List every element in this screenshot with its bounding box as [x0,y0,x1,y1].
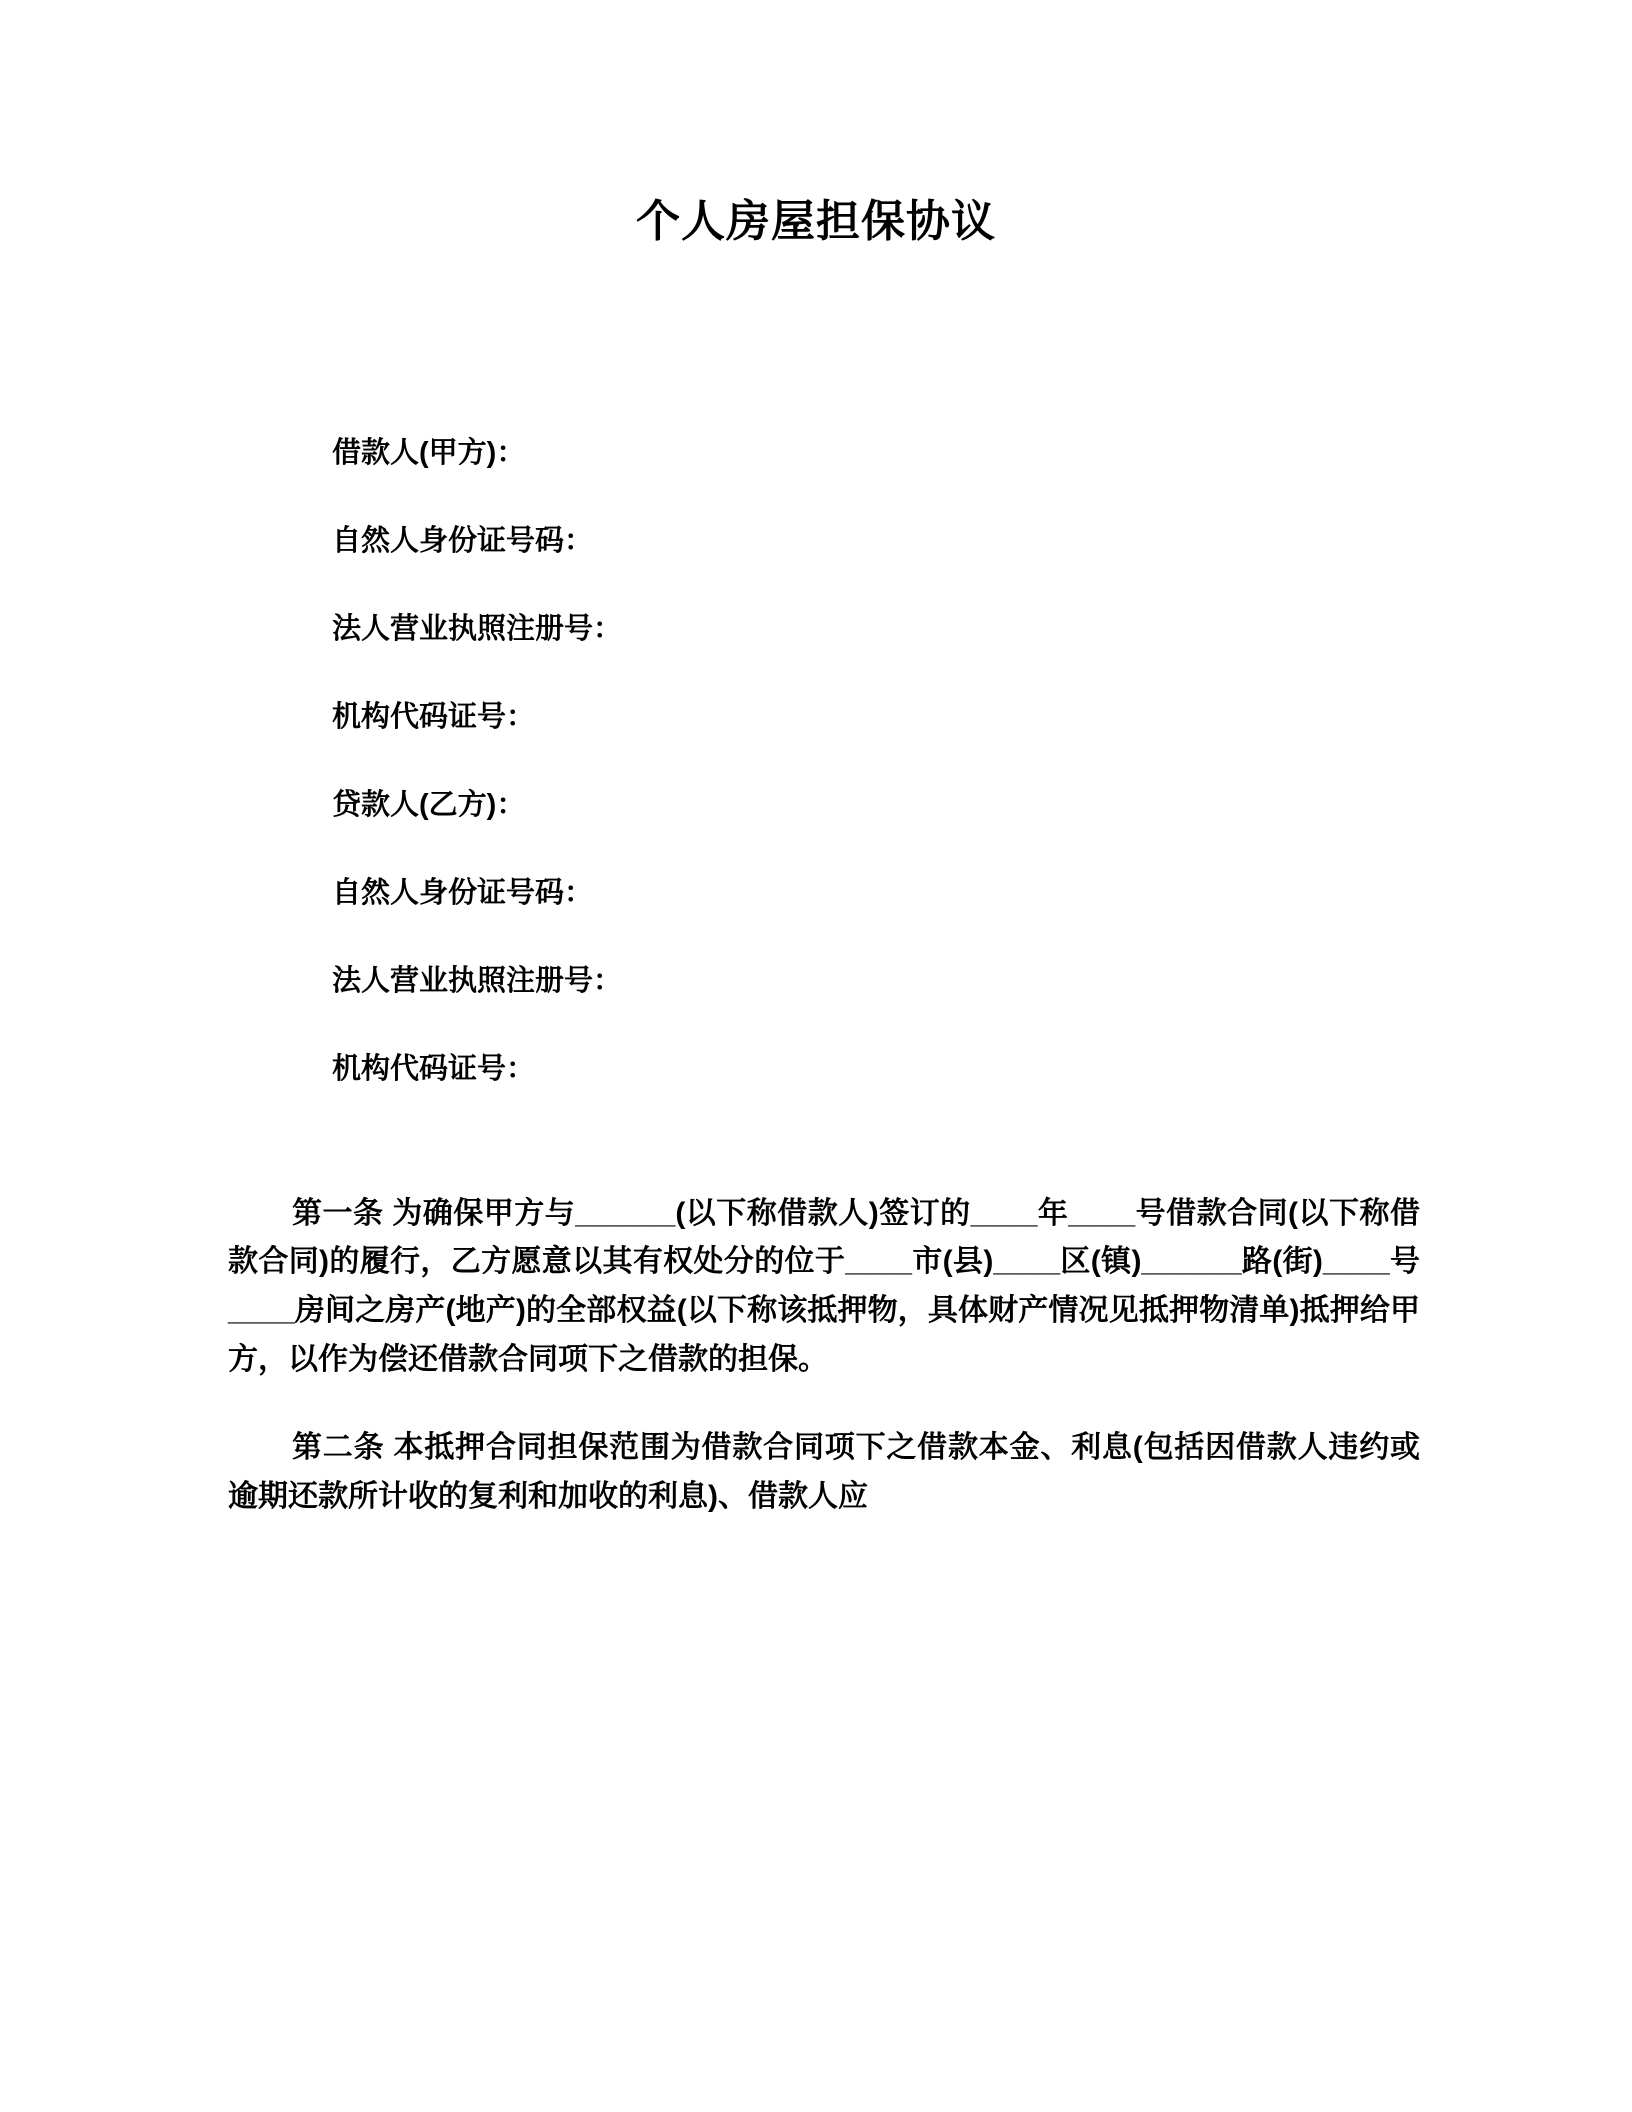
clause-article-1: 第一条 为确保甲方与______(以下称借款人)签订的____年____号借款合同(以下称借款合同)的履行，乙方愿意以其有权处分的位于____市(县)____区(镇)______路(街)____号____房间之房产(地产)的全部权益(以下称该抵押物，具体财产情况见抵押物清单)抵押给甲方，以作为偿还借款合同项下之借款的担保。 [228,1196,1420,1376]
page-title: 个人房屋担保协议 [636,197,996,246]
field-borrower-id-number: 自然人身份证号码： [332,524,594,557]
field-borrower-business-license-number: 法人营业执照注册号： [332,612,623,645]
section-divider [228,1143,1420,1157]
field-lender-id-number: 自然人身份证号码： [332,876,594,909]
field-borrower-party-a: 借款人(甲方)： [332,436,526,469]
field-lender-party-b: 贷款人(乙方)： [332,788,526,821]
field-borrower-org-code-number: 机构代码证号： [332,700,536,733]
document-body [0,436,1632,1522]
field-lender-org-code-number: 机构代码证号： [332,1052,536,1085]
field-lender-business-license-number: 法人营业执照注册号： [332,964,623,997]
clause-article-2: 第二条 本抵押合同担保范围为借款合同项下之借款本金、利息(包括因借款人违约或逾期还款所计收的复利和加收的利息)、借款人应 [228,1431,1420,1513]
